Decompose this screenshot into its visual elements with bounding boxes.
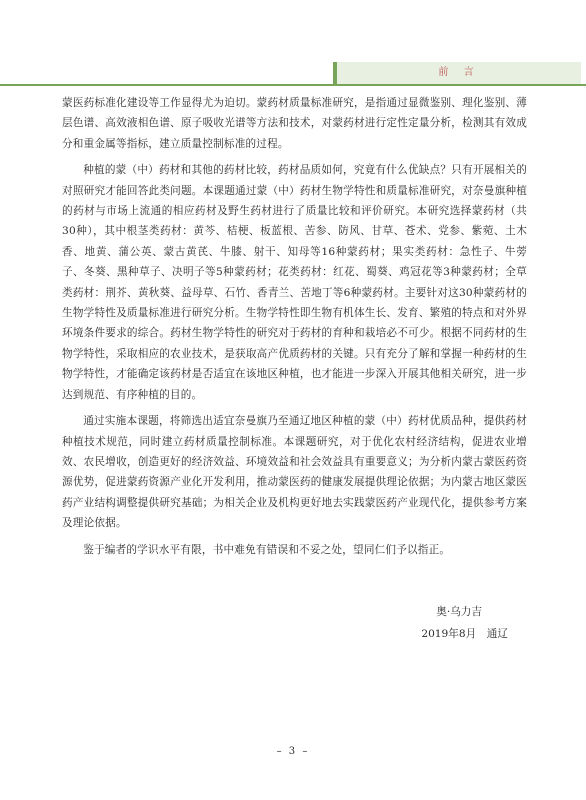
header-band <box>0 0 586 62</box>
body-text <box>62 93 527 566</box>
paragraph-2: 种植的蒙（中）药材和其他的药材比较，药材品质如何，究竟有什么优缺点？只有开展相关的对照研究才能回答此类问题。本课题通过蒙（中）药材生物学特性和质量标准研究，对奈曼旗种植的药材与市场上流通的相应药材及野生药材进行了质量比较和评价研究。本研究选择蒙药材（共30种），其中根茎类药材：黄芩、桔梗、板蓝根、苦参、防风、甘草、苍术、党参、紫菀、土木香、地黄、蒲公英、蒙古黄芪、牛膝、射干、知母等16种蒙药材；果实类药材：急性子、牛蒡子、冬葵、黑种草子、决明子等5种蒙药材；花类药材：红花、蜀葵、鸡冠花等3种蒙药材；全草类药材：荆芥、黄秋葵、益母草、石竹、香青兰、苦地丁等6种蒙药材。主要针对这30种蒙药材的生物学特性及质量标准进行研究分析。生物学特性即生物有机体生长、发育、繁殖的特点和对外界环境条件要求的综合。药材生物学特性的研究对于药材的育种和栽培必不可少。根据不同药材的生物学特性，采取相应的农业技术，是获取高产优质药材的关键。只有充分了解和掌握一种药材的生物学特性，才能确定该药材是否适宜在该地区种植，也才能进一步深入开展其他相关研究，进一步达到规范、有序种植的目的。 <box>62 164 527 401</box>
paragraph-4: 鉴于编者的学识水平有限，书中难免有错误和不妥之处，望同仁们予以指正。 <box>83 543 451 556</box>
author-name: 奥·乌力吉 <box>436 606 482 618</box>
date-place: 2019年8月 通辽 <box>421 628 508 640</box>
paragraph-1: 蒙医药标准化建设等工作显得尤为迫切。蒙药材质量标准研究，是指通过显微鉴别、理化鉴别、薄层色谱、高效液相色谱、原子吸收光谱等方法和技术，对蒙药材进行定性定量分析，检测其有效成分和重金属等指标，建立质量控制标准的过程。 <box>62 97 527 150</box>
section-label: 前 言 <box>438 67 480 78</box>
page-header <box>0 0 586 92</box>
page-number: – 3 – <box>276 746 310 757</box>
section-tab <box>333 62 581 84</box>
header-rule <box>0 84 586 86</box>
paragraph-3: 通过实施本课题，将筛选出适宜奈曼旗乃至通辽地区种植的蒙（中）药材优质品种，提供药材种植技术规范，同时建立药材质量控制标准。本课题研究，对于优化农村经济结构，促进农业增效、农民增收，创造更好的经济效益、环境效益和社会效益具有重要意义；为分析内蒙古蒙医药资源优势，促进蒙药资源产业化开发利用，推动蒙医药的健康发展提供理论依据；为内蒙古地区蒙医药产业结构调整提供研究基础；为相关企业及机构更好地去实践蒙医药产业现代化，提供参考方案及理论依据。 <box>62 415 527 530</box>
